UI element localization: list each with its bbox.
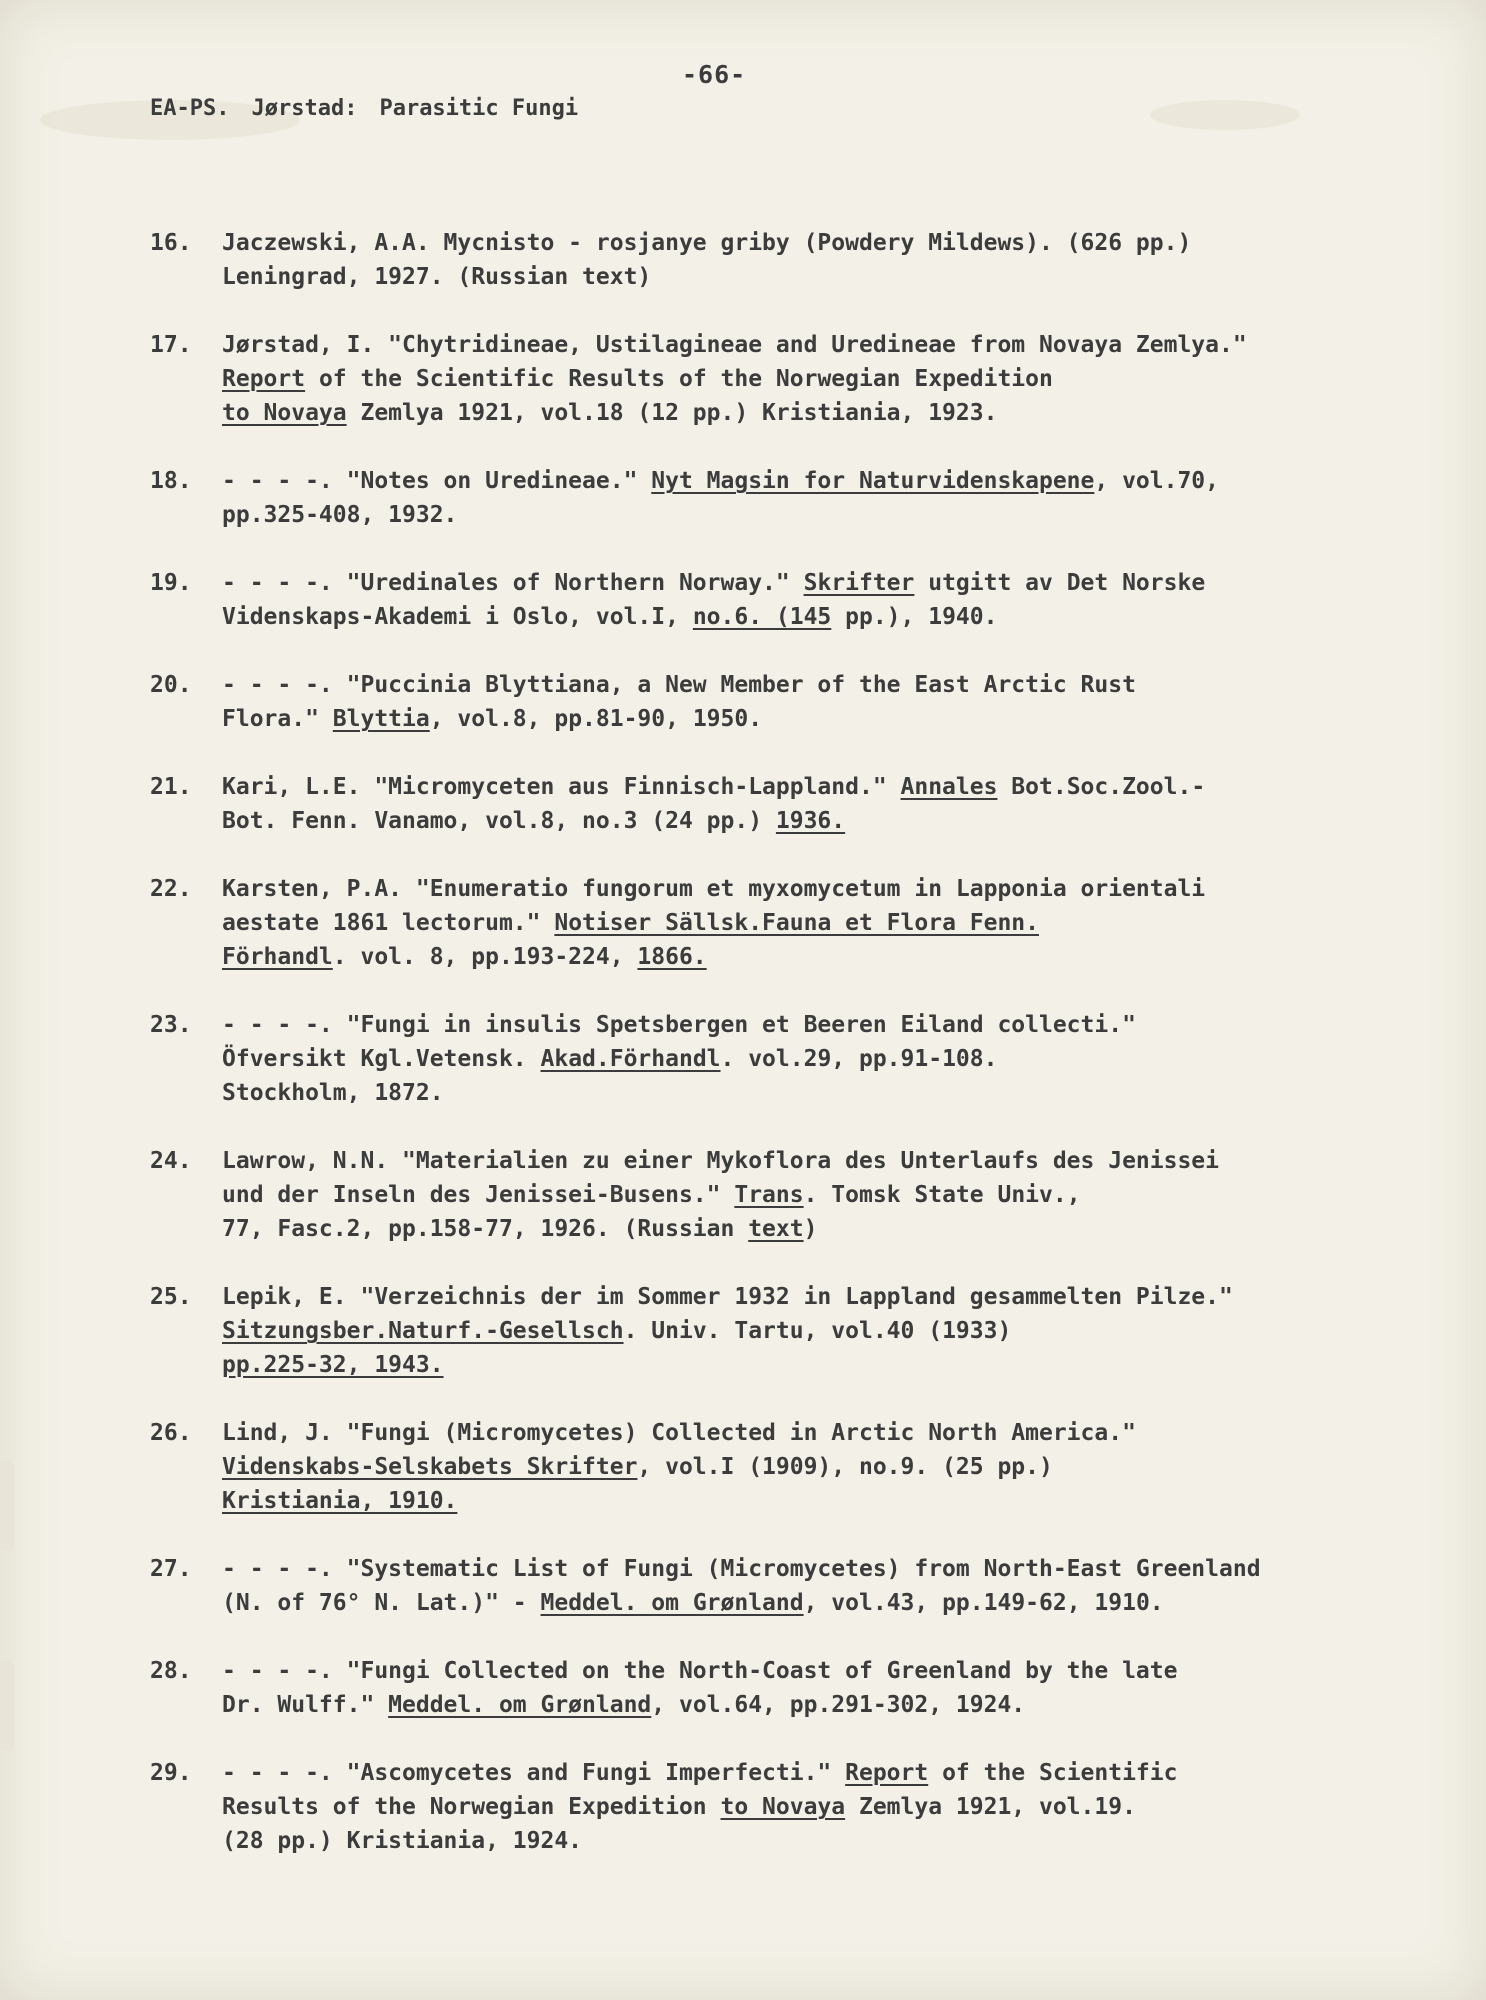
citation-line bbox=[222, 1144, 1400, 1178]
bibliography-entry bbox=[150, 872, 1400, 974]
citation-line bbox=[222, 1484, 1400, 1518]
bibliography-entry bbox=[150, 566, 1400, 634]
page-edge-tab bbox=[0, 1660, 14, 1750]
citation-text: Flora." bbox=[222, 706, 333, 732]
citation-text: Lepik, E. "Verzeichnis der im Sommer 1932 in Lappland gesammelten Pilze." bbox=[222, 1284, 1233, 1310]
citation-text: Jørstad, I. "Chytridineae, Ustilagineae and Uredineae from Novaya Zemlya." bbox=[222, 332, 1247, 358]
citation-text: Zemlya 1921, vol.18 (12 pp.) Kristiania, 1923. bbox=[346, 400, 998, 426]
citation-text: utgitt av Det Norske bbox=[914, 570, 1206, 596]
citation-line bbox=[222, 702, 1400, 736]
citation-text: , vol.43, pp.149-62, 1910. bbox=[803, 1590, 1164, 1616]
underlined-title: Annales bbox=[900, 774, 998, 800]
bibliography-entry bbox=[150, 668, 1400, 736]
citation-text: Leningrad, 1927. (Russian text) bbox=[222, 264, 652, 290]
underlined-title: Meddel. om Grønland bbox=[540, 1590, 804, 1616]
citation-line bbox=[222, 226, 1400, 260]
citation-line bbox=[222, 260, 1400, 294]
underlined-title: Akad.Förhandl bbox=[540, 1046, 721, 1072]
citation-text: 77, Fasc.2, pp.158-77, 1926. (Russian bbox=[222, 1216, 749, 1242]
citation-line bbox=[222, 1450, 1400, 1484]
citation-line bbox=[222, 906, 1400, 940]
citation-text: , vol.8, pp.81-90, 1950. bbox=[429, 706, 763, 732]
citation-text: pp.), 1940. bbox=[831, 604, 998, 630]
citation-line bbox=[222, 1416, 1400, 1450]
entry-number: 21. bbox=[150, 774, 192, 800]
citation-text: Videnskaps-Akademi i Oslo, vol.I, bbox=[222, 604, 693, 630]
citation-text: Kari, L.E. "Micromyceten aus Finnisch-Lappland." bbox=[222, 774, 901, 800]
underlined-title: Förhandl bbox=[222, 944, 333, 970]
underlined-title: Trans bbox=[734, 1182, 804, 1208]
citation-text: . vol. 8, pp.193-224, bbox=[332, 944, 638, 970]
citation-line bbox=[222, 668, 1400, 702]
citation-text: Lind, J. "Fungi (Micromycetes) Collected in Arctic North America." bbox=[222, 1420, 1136, 1446]
citation-text: Jaczewski, A.A. Mycnisto - rosjanye griby (Powdery Mildews). (626 pp.) bbox=[222, 230, 1192, 256]
entry-citation bbox=[222, 328, 1400, 430]
citation-text: , vol.64, pp.291-302, 1924. bbox=[651, 1692, 1026, 1718]
underlined-title: Skrifter bbox=[803, 570, 915, 596]
citation-text: Dr. Wulff." bbox=[222, 1692, 389, 1718]
citation-line bbox=[222, 1790, 1400, 1824]
bibliography-entry bbox=[150, 328, 1400, 430]
citation-text: Öfversikt Kgl.Vetensk. bbox=[222, 1046, 541, 1072]
page-number: -66- bbox=[682, 60, 747, 89]
header-subject: Parasitic Fungi bbox=[379, 96, 579, 121]
citation-line bbox=[222, 940, 1400, 974]
entry-citation bbox=[222, 464, 1400, 532]
entry-citation bbox=[222, 1416, 1400, 1518]
entry-number: 24. bbox=[150, 1148, 192, 1174]
underlined-title: Kristiania, 1910. bbox=[222, 1488, 458, 1514]
citation-line bbox=[222, 1756, 1400, 1790]
bibliography-entry bbox=[150, 226, 1400, 294]
underlined-title: Nyt Magsin for Naturvidenskapene bbox=[651, 468, 1095, 494]
entry-number: 19. bbox=[150, 570, 192, 596]
citation-line bbox=[222, 464, 1400, 498]
citation-text: Lawrow, N.N. "Materialien zu einer Mykoflora des Unterlaufs des Jenissei bbox=[222, 1148, 1219, 1174]
entry-citation bbox=[222, 668, 1400, 736]
underlined-title: Videnskabs-Selskabets Skrifter bbox=[222, 1454, 638, 1480]
entry-citation bbox=[222, 226, 1400, 294]
citation-line bbox=[222, 566, 1400, 600]
citation-line bbox=[222, 1654, 1400, 1688]
citation-text: (N. of 76° N. Lat.)" - bbox=[222, 1590, 541, 1616]
citation-line bbox=[222, 1280, 1400, 1314]
entry-citation bbox=[222, 872, 1400, 974]
entry-number: 18. bbox=[150, 468, 192, 494]
citation-line bbox=[222, 1314, 1400, 1348]
underlined-title: Notiser Sällsk.Fauna et Flora Fenn. bbox=[554, 910, 1039, 936]
underlined-title: Blyttia bbox=[332, 706, 430, 732]
citation-line bbox=[222, 362, 1400, 396]
citation-text: . Univ. Tartu, vol.40 (1933) bbox=[623, 1318, 1012, 1344]
entry-number: 22. bbox=[150, 876, 192, 902]
entry-citation bbox=[222, 1144, 1400, 1246]
bibliography-list bbox=[150, 226, 1400, 1892]
citation-line bbox=[222, 328, 1400, 362]
underlined-title: 1936. bbox=[775, 808, 846, 834]
citation-line bbox=[222, 396, 1400, 430]
citation-text: Zemlya 1921, vol.19. bbox=[845, 1794, 1136, 1820]
citation-line bbox=[222, 804, 1400, 838]
bibliography-entry bbox=[150, 464, 1400, 532]
citation-text: . Tomsk State Univ., bbox=[803, 1182, 1081, 1208]
citation-text: und der Inseln des Jenissei-Busens." bbox=[222, 1182, 735, 1208]
underlined-title: pp.225-32, 1943. bbox=[222, 1352, 444, 1378]
citation-line bbox=[222, 600, 1400, 634]
running-header bbox=[150, 96, 578, 121]
citation-text: - - - -. "Uredinales of Northern Norway." bbox=[222, 570, 804, 596]
underlined-title: text bbox=[748, 1216, 804, 1242]
entry-citation bbox=[222, 1552, 1400, 1620]
citation-text: - - - -. "Ascomycetes and Fungi Imperfecti." bbox=[222, 1760, 846, 1786]
underlined-title: to Novaya bbox=[720, 1794, 846, 1820]
citation-text: - - - -. "Notes on Uredineae." bbox=[222, 468, 652, 494]
citation-text: Stockholm, 1872. bbox=[222, 1080, 444, 1106]
citation-line bbox=[222, 498, 1400, 532]
citation-text: - - - -. "Puccinia Blyttiana, a New Member of the East Arctic Rust bbox=[222, 672, 1136, 698]
bibliography-entry bbox=[150, 1416, 1400, 1518]
bibliography-entry bbox=[150, 1280, 1400, 1382]
citation-line bbox=[222, 1552, 1400, 1586]
underlined-title: Report bbox=[845, 1760, 929, 1786]
citation-text: , vol.70, bbox=[1094, 468, 1219, 494]
citation-text: - - - -. "Systematic List of Fungi (Micromycetes) from North-East Greenland bbox=[222, 1556, 1261, 1582]
entry-number: 28. bbox=[150, 1658, 192, 1684]
header-series: EA-PS. bbox=[150, 96, 230, 121]
bibliography-entry bbox=[150, 1552, 1400, 1620]
citation-text: ) bbox=[803, 1216, 818, 1242]
underlined-title: Sitzungsber.Naturf.-Gesellsch bbox=[222, 1318, 624, 1344]
citation-text: of the Scientific bbox=[928, 1760, 1178, 1786]
entry-citation bbox=[222, 1756, 1400, 1858]
underlined-title: to Novaya bbox=[222, 400, 347, 426]
citation-text: (28 pp.) Kristiania, 1924. bbox=[222, 1828, 583, 1854]
underlined-title: Meddel. om Grønland bbox=[388, 1692, 652, 1718]
entry-citation bbox=[222, 1654, 1400, 1722]
entry-number: 25. bbox=[150, 1284, 192, 1310]
citation-line bbox=[222, 1688, 1400, 1722]
entry-number: 23. bbox=[150, 1012, 192, 1038]
citation-line bbox=[222, 1824, 1400, 1858]
underlined-title: Report bbox=[222, 366, 306, 392]
entry-number: 29. bbox=[150, 1760, 192, 1786]
entry-citation bbox=[222, 770, 1400, 838]
citation-line bbox=[222, 1586, 1400, 1620]
citation-line bbox=[222, 1076, 1400, 1110]
citation-text: - - - -. "Fungi Collected on the North-Coast of Greenland by the late bbox=[222, 1658, 1178, 1684]
entry-citation bbox=[222, 566, 1400, 634]
citation-text: pp.325-408, 1932. bbox=[222, 502, 458, 528]
citation-line bbox=[222, 770, 1400, 804]
entry-citation bbox=[222, 1280, 1400, 1382]
citation-line bbox=[222, 1212, 1400, 1246]
underlined-title: no.6. (145 bbox=[692, 604, 832, 630]
citation-text: - - - -. "Fungi in insulis Spetsbergen et Beeren Eiland collecti." bbox=[222, 1012, 1136, 1038]
citation-line bbox=[222, 1042, 1400, 1076]
citation-line bbox=[222, 872, 1400, 906]
citation-text: . vol.29, pp.91-108. bbox=[720, 1046, 998, 1072]
bibliography-entry bbox=[150, 1008, 1400, 1110]
bibliography-entry bbox=[150, 1144, 1400, 1246]
bibliography-entry bbox=[150, 770, 1400, 838]
header-author: Jørstad: bbox=[251, 96, 358, 121]
citation-text: of the Scientific Results of the Norwegian Expedition bbox=[305, 366, 1053, 392]
entry-number: 16. bbox=[150, 230, 192, 256]
citation-text: Karsten, P.A. "Enumeratio fungorum et myxomycetum in Lapponia orientali bbox=[222, 876, 1206, 902]
citation-text: Bot. Fenn. Vanamo, vol.8, no.3 (24 pp.) bbox=[222, 808, 776, 834]
paper-stain bbox=[1150, 100, 1300, 130]
entry-number: 17. bbox=[150, 332, 192, 358]
entry-number: 26. bbox=[150, 1420, 192, 1446]
citation-text: Results of the Norwegian Expedition bbox=[222, 1794, 721, 1820]
bibliography-entry bbox=[150, 1654, 1400, 1722]
page-edge-tab bbox=[0, 1460, 14, 1550]
citation-line bbox=[222, 1178, 1400, 1212]
bibliography-entry bbox=[150, 1756, 1400, 1858]
citation-text: aestate 1861 lectorum." bbox=[222, 910, 555, 936]
citation-text: Bot.Soc.Zool.- bbox=[997, 774, 1206, 800]
underlined-title: 1866. bbox=[637, 944, 707, 970]
citation-line bbox=[222, 1008, 1400, 1042]
entry-number: 27. bbox=[150, 1556, 192, 1582]
entry-number: 20. bbox=[150, 672, 192, 698]
entry-citation bbox=[222, 1008, 1400, 1110]
citation-text: , vol.I (1909), no.9. (25 pp.) bbox=[637, 1454, 1053, 1480]
citation-line bbox=[222, 1348, 1400, 1382]
